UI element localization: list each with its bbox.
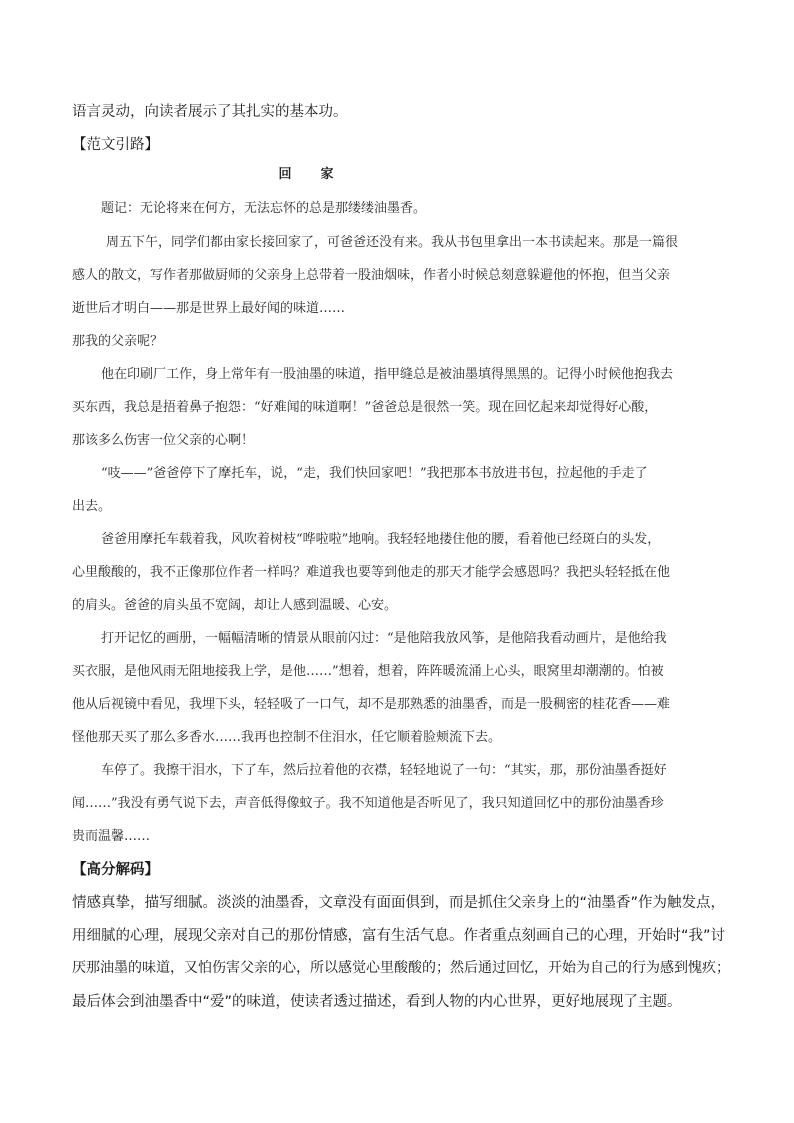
section-heading-model-essay: 【范文引路】 (72, 137, 159, 153)
analysis-line: 情感真挚，描写细腻。淡淡的油墨香，文章没有面面俱到，而是抓住父亲身上的“油墨香”作为触发点， (72, 895, 726, 911)
essay-line: 买东西，我总是捂着鼻子抱怨：“好难闻的味道啊！”爸爸总是很然一笑。现在回忆起来却觉得好心酸， (72, 400, 658, 415)
intro-tail-text: 语言灵动，向读者展示了其扎实的基本功。 (72, 104, 348, 120)
essay-line: 的肩头。爸爸的肩头虽不宽阔，却让人感到温暖、心安。 (72, 598, 398, 613)
essay-line: 他从后视镜中看见，我埋下头，轻轻吸了一口气，却不是那熟悉的油墨香，而是一股稠密的桂花香——难 (72, 697, 671, 712)
analysis-line: 用细腻的心理，展现父亲对自己的那份情感，富有生活气息。作者重点刻画自己的心理，开始时“我”讨 (72, 928, 726, 944)
essay-title: 回 家 (278, 167, 342, 182)
analysis-line: 厌那油墨的味道，又怕伤害父亲的心，所以感觉心里酸酸的；然后通过回忆，开始为自己的行为感到愧疚； (72, 960, 730, 976)
essay-line: 爸爸用摩托车载着我，风吹着树枝“哗啦啦”地响。我轻轻地搂住他的腰，看着他已经斑白的头发， (101, 532, 661, 547)
essay-line: 打开记忆的画册，一幅幅清晰的情景从眼前闪过：“是他陪我放风筝，是他陪我看动画片，是他给我 (101, 631, 667, 646)
essay-line: 周五下午，同学们都由家长接回家了，可爸爸还没有来。我从书包里拿出一本书读起来。那是一篇很 (106, 235, 679, 250)
essay-line: 那该多么伤害一位父亲的心啊！ (72, 433, 255, 448)
essay-line: 他在印刷厂工作，身上常年有一股油墨的味道，指甲缝总是被油墨填得黑黑的。记得小时候他抱我去 (101, 367, 674, 382)
essay-line: 闻……”我没有勇气说下去，声音低得像蚊子。我不知道他是否听见了，我只知道回忆中的那份油墨香珍 (72, 796, 664, 811)
essay-line: 买衣服，是他风雨无阻地接我上学，是他……”想着，想着，阵阵暖流涌上心头，眼窝里却潮潮的。怕被 (72, 664, 664, 679)
essay-line: 出去。 (72, 499, 112, 514)
essay-line: “吱——”爸爸停下了摩托车，说，“走，我们快回家吧！”我把那本书放进书包，拉起他的手走了 (101, 466, 648, 481)
essay-line: 逝世后才明白——那是世界上最好闻的味道…… (72, 301, 346, 316)
essay-line: 贵而温馨…… (72, 829, 151, 844)
essay-line: 车停了。我擦干泪水，下了车，然后拉着他的衣襟，轻轻地说了一句：“其实，那，那份油墨香挺好 (101, 763, 667, 778)
essay-line: 感人的散文，写作者那做厨师的父亲身上总带着一股油烟味，作者小时候总刻意躲避他的怀抱，但当父亲 (72, 268, 671, 283)
essay-line: 心里酸酸的，我不正像那位作者一样吗？难道我也要等到他走的那天才能学会感恩吗？我把头轻轻抵在他 (72, 565, 671, 580)
essay-line: 那我的父亲呢？ (72, 334, 164, 349)
analysis-line: 最后体会到油墨香中“爱”的味道，使读者透过描述，看到人物的内心世界，更好地展现了主题。 (72, 994, 682, 1010)
essay-epigraph: 题记：无论将来在何方，无法忘怀的总是那缕缕油墨香。 (101, 201, 427, 216)
section-heading-analysis: 【高分解码】 (72, 862, 159, 878)
essay-line: 怪他那天买了那么多香水……我再也控制不住泪水，任它顺着脸颊流下去。 (72, 730, 502, 745)
